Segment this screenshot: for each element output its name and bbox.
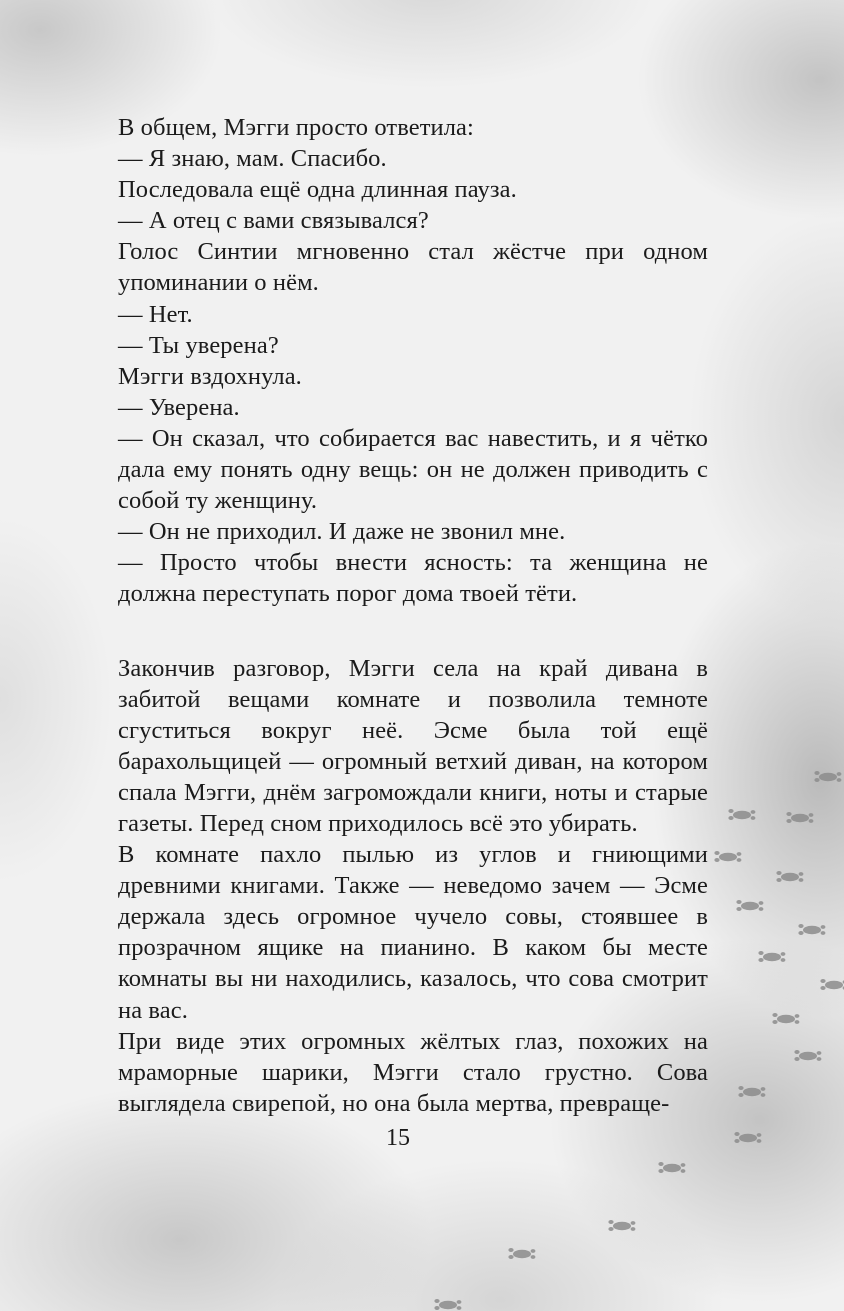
text-line-7: — Ты уверена?: [118, 331, 279, 359]
text-line-3: Последовала ещё одна длинная пауза.: [118, 176, 517, 204]
text-line-2: — Я знаю, мам. Спасибо.: [118, 145, 387, 173]
text-line-8: Мэгги вздохнула.: [118, 362, 302, 390]
page-number: [0, 1125, 844, 1152]
text-paragraph-10: — Он сказал, что собирается вас навестить, и я чётко дала ему понять одну вещь: он не должен приводить с собой ту женщину.: [118, 424, 708, 515]
text-paragraph-14: В комнате пахло пылью из углов и гниющими древними книгами. Также — неведомо зачем — Эсме держала здесь огромное чучело совы, стоявшее в прозрачном ящике на пианино. В каком бы месте комнаты вы ни находились, казалось, что сова смотрит на вас.: [118, 841, 708, 1024]
text-line-4: — А отец с вами связывался?: [118, 207, 429, 235]
text-paragraph-15: При виде этих огромных жёлтых глаз, похожих на мраморные шарики, Мэгги стало грустно. Сова выглядела свирепой, но она была мертва, превраще-: [118, 1027, 708, 1117]
text-paragraph-5: Голос Синтии мгновенно стал жёстче при одном упоминании о нём.: [118, 238, 708, 297]
text-paragraph-13: Закончив разговор, Мэгги села на край дивана в забитой вещами комнате и позволила темноте сгуститься вокруг неё. Эсме была той ещё барахольщицей — огромный ветхий диван, на котором спала Мэгги, днём загромождали книги, ноты и старые газеты. Перед сном приходилось всё это убирать.: [118, 654, 708, 837]
text-line-9: — Уверена.: [118, 393, 240, 421]
page-number-text: 15: [386, 1125, 410, 1151]
text-line-6: — Нет.: [118, 300, 193, 328]
text-line-1: В общем, Мэгги просто ответила:: [118, 114, 474, 141]
section-break: [118, 610, 708, 641]
book-page-body: [118, 112, 708, 1119]
text-line-11: — Он не приходил. И даже не звонил мне.: [118, 518, 566, 546]
text-paragraph-12: — Просто чтобы внести ясность: та женщина не должна переступать порог дома твоей тёти.: [118, 549, 708, 608]
